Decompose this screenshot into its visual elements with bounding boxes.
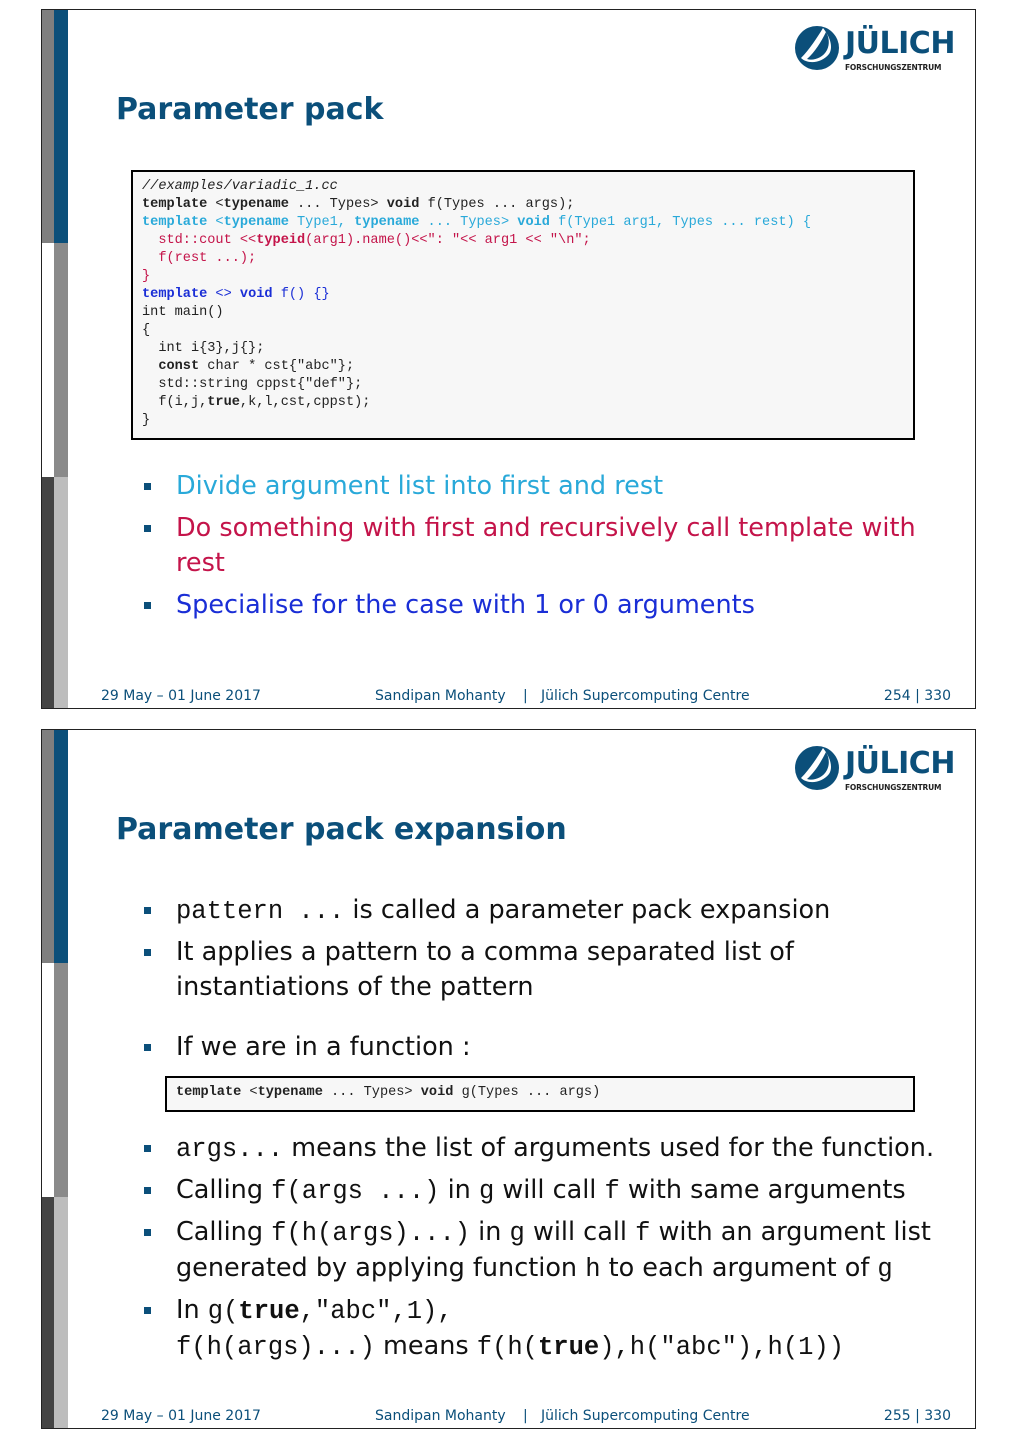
bullet-text: in: [470, 1217, 510, 1247]
logo-wordmark: JÜLICH: [845, 746, 955, 781]
inline-code: pattern ...: [176, 897, 345, 926]
code-token: }: [142, 413, 151, 428]
bullet-text: Calling: [176, 1175, 272, 1205]
bullet-text: Calling: [176, 1217, 272, 1247]
bullet-item: [142, 893, 962, 929]
code-token: f() {}: [272, 287, 330, 302]
julich-logo: [793, 22, 953, 78]
code-line: [142, 322, 913, 340]
logo-subtitle: FORSCHUNGSZENTRUM: [845, 63, 942, 72]
code-block: [165, 1076, 915, 1112]
bullet-list-function: [142, 1030, 962, 1065]
code-token: char * cst{"abc"};: [199, 359, 355, 374]
bullet-text: with an argument list: [650, 1217, 931, 1247]
bullet-item: [142, 511, 962, 581]
bullet-item: [142, 1173, 972, 1209]
code-token: ... Types>: [322, 1085, 421, 1100]
inline-code: ),h("abc"),h(1)): [599, 1333, 845, 1362]
code-token: void: [420, 1085, 454, 1100]
code-line: [142, 394, 913, 412]
bullet-text: Divide argument list into first and rest: [176, 471, 664, 501]
bullet-text: means the list of arguments used for the function.: [283, 1133, 935, 1163]
code-token: typename: [223, 215, 289, 230]
bullet-item: [142, 469, 962, 504]
code-token: template: [142, 215, 208, 230]
code-line: [142, 340, 913, 358]
slide-title: Parameter pack expansion: [116, 812, 567, 847]
sidebar-stripe: [42, 730, 68, 1428]
footer-author: Sandipan Mohanty: [375, 688, 506, 704]
code-line: [142, 250, 913, 268]
code-token: f(Type1 arg1, Types ... rest) {: [549, 215, 811, 230]
code-line: [142, 376, 913, 394]
bullet-text: Specialise for the case with 1 or 0 arguments: [176, 590, 755, 620]
code-token: f(rest ...);: [142, 251, 257, 266]
bullet-line: [176, 1131, 972, 1167]
inline-code: f: [635, 1219, 651, 1248]
code-token: void: [386, 197, 420, 212]
inline-code: g: [509, 1219, 525, 1248]
julich-logo-icon: [793, 744, 841, 792]
footer-date: 29 May – 01 June 2017: [101, 688, 261, 704]
bullet-item: [142, 1030, 962, 1065]
code-token: ... Types>: [419, 215, 518, 230]
code-token: <: [207, 215, 224, 230]
bullet-line: [176, 1329, 972, 1365]
logo-subtitle: FORSCHUNGSZENTRUM: [845, 783, 942, 792]
code-token: f(i,j,: [142, 395, 208, 410]
bullet-list-intro: [142, 893, 962, 1011]
code-token: <: [241, 1085, 258, 1100]
code-token: {: [142, 323, 151, 338]
code-token: template: [176, 1085, 242, 1100]
code-line: [142, 214, 913, 232]
page-total: 330: [924, 688, 951, 704]
code-token: void: [239, 287, 273, 302]
code-token: std::cout <<: [142, 233, 257, 248]
bullet-text: If we are in a function :: [176, 1032, 471, 1062]
inline-code: true: [238, 1297, 300, 1326]
code-token: int main(): [142, 305, 224, 320]
code-token: true: [207, 395, 240, 410]
code-token: Type1,: [288, 215, 355, 230]
code-line: [142, 232, 913, 250]
bullet-text: to each argument of: [600, 1253, 878, 1283]
bullet-line: [176, 1030, 962, 1065]
bullet-line: [176, 1173, 972, 1209]
inline-code: g: [478, 1177, 495, 1206]
bullet-marker: [144, 1307, 151, 1314]
code-token: ,k,l,cst,cppst);: [239, 395, 371, 410]
bullet-item: [142, 1215, 972, 1287]
bullet-text: means: [374, 1331, 477, 1361]
bullet-marker: [144, 1044, 151, 1051]
slide-255: [41, 729, 976, 1429]
bullet-line: [176, 970, 962, 1005]
bullet-text: with same arguments: [619, 1175, 906, 1205]
code-token: g(Types ... args): [453, 1085, 601, 1100]
inline-code: args...: [176, 1135, 284, 1164]
bullet-line: [176, 935, 962, 970]
code-line: [142, 412, 913, 430]
bullet-text: in: [439, 1175, 479, 1205]
code-token: template: [142, 197, 208, 212]
inline-code: ,"abc",1),: [299, 1297, 453, 1326]
code-token: template: [142, 287, 208, 302]
code-line: [142, 196, 913, 214]
code-line: [142, 304, 913, 322]
code-token: <: [207, 197, 224, 212]
page-current: 255: [883, 1408, 911, 1424]
inline-code: f(args ...): [271, 1177, 440, 1206]
bullet-text: generated by applying function: [176, 1253, 586, 1283]
julich-logo-icon: [793, 24, 841, 72]
inline-code: h: [585, 1255, 601, 1284]
bullet-marker: [144, 602, 151, 609]
inline-code: g: [877, 1255, 893, 1284]
bullet-marker: [144, 949, 151, 956]
julich-logo: [793, 742, 953, 798]
code-token: const: [158, 359, 200, 374]
bullet-marker: [144, 1229, 151, 1236]
code-token: ... Types>: [288, 197, 387, 212]
footer-separator: |: [523, 1408, 528, 1424]
footer-page-number: 255 | 330: [883, 1408, 951, 1424]
code-line: [142, 178, 913, 196]
bullet-item: [142, 935, 962, 1005]
code-token: }: [142, 269, 151, 284]
bullet-marker: [144, 483, 151, 490]
page-total: 330: [924, 1408, 951, 1424]
bullet-marker: [144, 907, 151, 914]
inline-code: g(: [207, 1297, 239, 1326]
code-token: typename: [354, 215, 420, 230]
bullet-line: [176, 1215, 972, 1251]
inline-code: f: [604, 1177, 620, 1206]
footer-org: Jülich Supercomputing Centre: [541, 688, 750, 704]
bullet-text: is called a parameter pack expansion: [344, 895, 831, 925]
footer-separator: |: [523, 688, 528, 704]
slide-title: Parameter pack: [116, 92, 384, 127]
logo-wordmark: JÜLICH: [845, 26, 955, 61]
inline-code: f(h(args)...): [271, 1219, 471, 1248]
code-token: typename: [257, 1085, 323, 1100]
bullet-list-expansion: [142, 1131, 972, 1371]
bullet-marker: [144, 1145, 151, 1152]
code-line: [142, 268, 913, 286]
code-token: int i{3},j{};: [142, 341, 265, 356]
code-token: typeid: [256, 233, 306, 248]
bullet-text: instantiations of the pattern: [176, 972, 534, 1002]
bullet-item: [142, 1131, 972, 1167]
inline-code: true: [537, 1333, 600, 1362]
bullet-line: [176, 893, 962, 929]
bullet-item: [142, 588, 962, 623]
code-token: (arg1).name()<<": "<< arg1 << "\n";: [305, 233, 591, 248]
bullet-line: [176, 1293, 972, 1329]
bullet-text: It applies a pattern to a comma separated list of: [176, 937, 794, 967]
code-token: void: [517, 215, 550, 230]
code-token: <>: [207, 287, 240, 302]
footer-date: 29 May – 01 June 2017: [101, 1408, 261, 1424]
code-token: //examples/variadic_1.cc: [142, 179, 338, 194]
bullet-item: [142, 1293, 972, 1365]
bullet-marker: [144, 1187, 151, 1194]
bullet-text: In: [176, 1295, 208, 1325]
bullet-text: will call: [524, 1217, 636, 1247]
code-line: [176, 1084, 913, 1102]
sidebar-stripe: [42, 10, 68, 708]
code-token: [142, 359, 158, 374]
inline-code: f(h(args)...): [176, 1333, 375, 1362]
code-token: f(Types ... args);: [419, 197, 575, 212]
code-line: [142, 358, 913, 376]
footer-author: Sandipan Mohanty: [375, 1408, 506, 1424]
footer-org: Jülich Supercomputing Centre: [541, 1408, 750, 1424]
footer-page-number: 254 | 330: [883, 688, 951, 704]
bullet-line: [176, 1251, 972, 1287]
page-current: 254: [883, 688, 911, 704]
bullet-text: Do something with first and recursively call template with rest: [176, 513, 916, 578]
code-block: [131, 170, 915, 440]
bullet-list: [142, 469, 962, 630]
code-line: [142, 286, 913, 304]
bullet-text: will call: [494, 1175, 605, 1205]
inline-code: f(h(: [476, 1333, 538, 1362]
code-token: std::string cppst{"def"};: [142, 377, 363, 392]
bullet-marker: [144, 525, 151, 532]
slide-254: [41, 9, 976, 709]
code-token: typename: [223, 197, 289, 212]
